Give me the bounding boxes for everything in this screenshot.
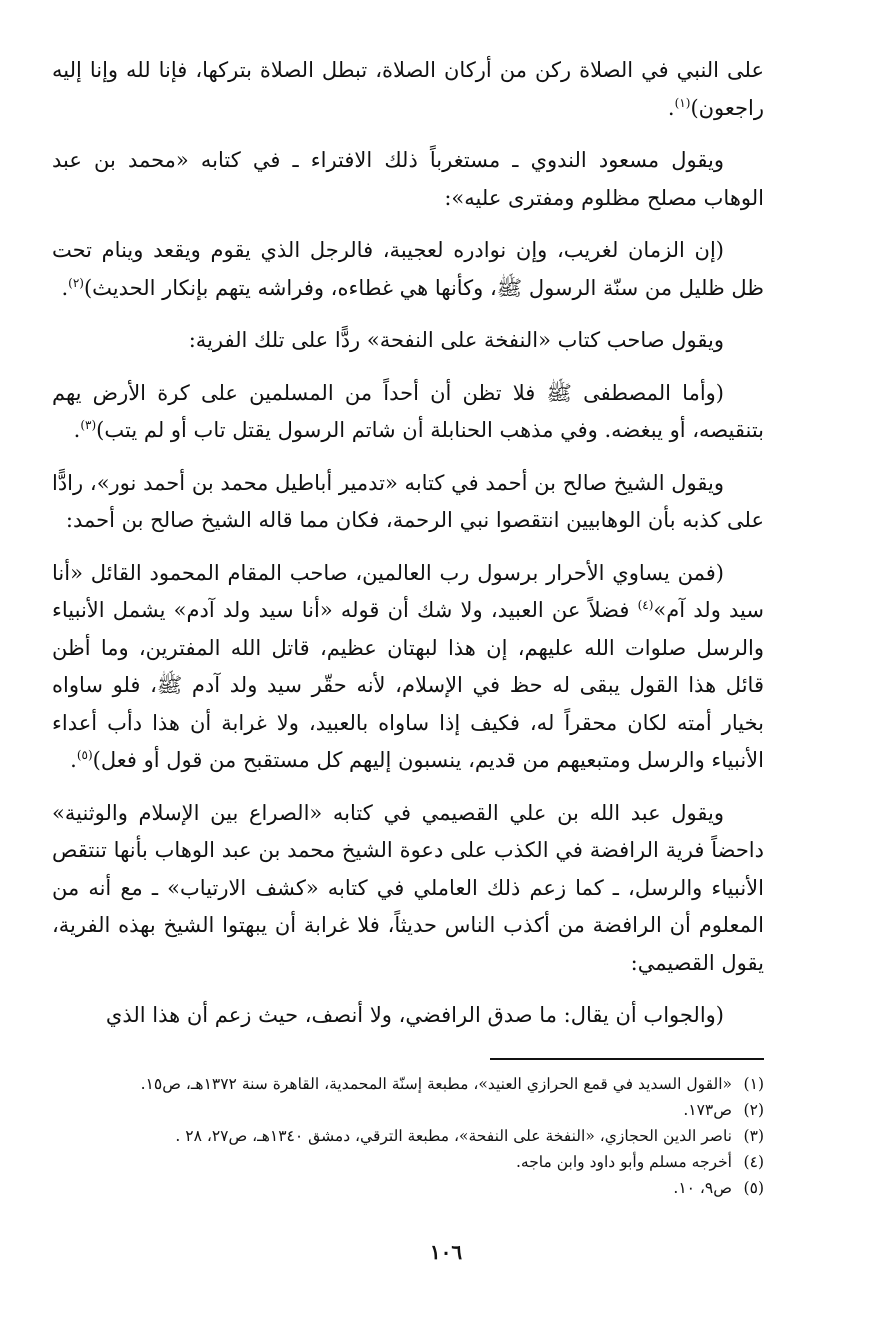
footnote-number: (٤) xyxy=(743,1153,764,1171)
footnote-item xyxy=(60,1175,764,1201)
paragraph-7-tail: . xyxy=(70,748,77,772)
paragraph-9-text: (والجواب أن يقال: ما صدق الرافضي، ولا أنصف، حيث زعم أن هذا الذي xyxy=(105,1003,724,1027)
paragraph-1 xyxy=(52,52,764,127)
paragraph-5 xyxy=(52,375,764,450)
paragraph-7 xyxy=(52,555,764,780)
footnote-divider xyxy=(490,1058,764,1060)
footnotes-list xyxy=(60,1071,764,1201)
paragraph-7-text-a: (فمن يساوي الأحرار برسول رب العالمين، صاحب المقام المحمود القائل «أنا سيد ولد آم» xyxy=(52,560,764,622)
paragraph-4 xyxy=(52,322,764,360)
paragraph-8 xyxy=(52,795,764,983)
page-number: ١٠٦ xyxy=(429,1240,463,1264)
footnote-text: ص١٧٣. xyxy=(683,1101,732,1119)
footnote-item xyxy=(60,1071,764,1097)
footnote-number: (٥) xyxy=(743,1179,764,1197)
footnote-number: (١) xyxy=(743,1075,764,1093)
footnote-item xyxy=(60,1149,764,1175)
paragraph-2-text: ويقول مسعود الندوي ـ مستغرباً ذلك الافتراء ـ في كتابه «محمد بن عبد الوهاب مصلح مظلوم ومفترى عليه»: xyxy=(52,148,764,210)
footnote-text: «القول السديد في قمع الحرازي العنيد»، مطبعة إسنّة المحمدية، القاهرة سنة ١٣٧٢هـ، ص١٥. xyxy=(140,1075,732,1093)
footnote-item xyxy=(60,1097,764,1123)
footnote-text: ناصر الدين الحجازي، «النفخة على النفحة»، مطبعة الترقي، دمشق ١٣٤٠هـ، ص٢٧، ٢٨ . xyxy=(175,1127,732,1145)
paragraph-3 xyxy=(52,232,764,307)
paragraph-7-text-b: فضلاً عن العبيد، ولا شك أن قوله «أنا سيد ولد آدم» يشمل الأنبياء والرسل صلوات الله عليهم، إن هذا لبهتان عظيم، قاتل الله المفترين، وما أظن قائل هذا القول يبقى له حظ في الإسلام، لأنه حقّر سيد ولد آدم ﷺ، فلو ساواه بخيار أمته لكان محقراً له، فكيف إذا ساواه بالعبيد، ولا غرابة أن هذا دأب أعداء الأنبياء والرسل ومتبعيهم من قديم، ينسبون إليهم كل مستقبح من قول أو فعل) xyxy=(52,598,764,772)
paragraph-3-text: (إن الزمان لغريب، وإن نوادره لعجيبة، فالرجل الذي يقوم ويقعد وينام تحت ظل ظليل من سنّة الرسول ﷺ، وكأنها هي غطاءه، وفراشه يتهم بإنكار الحديث) xyxy=(52,238,764,300)
footnote-ref-4[interactable]: (٤) xyxy=(637,598,654,612)
footnote-ref-5[interactable]: (٥) xyxy=(76,748,93,762)
footnote-text: أخرجه مسلم وأبو داود وابن ماجه. xyxy=(515,1153,732,1171)
paragraph-8-text: ويقول عبد الله بن علي القصيمي في كتابه «الصراع بين الإسلام والوثنية» داحضاً فرية الرافضة في الكذب على دعوة الشيخ محمد بن عبد الوهاب بأنها تنتقص الأنبياء والرسل، ـ كما زعم ذلك العاملي في كتابه «كشف الارتياب» ـ مع أنه من المعلوم أن الرافضة من أكذب الناس حديثاً، فلا غرابة أن يبهتوا الشيخ بهذه الفرية، يقول القصيمي: xyxy=(52,800,764,975)
paragraph-5-text: (وأما المصطفى ﷺ فلا تظن أن أحداً من المسلمين على كرة الأرض يهم بتنقيصه، أو يبغضه. وفي مذهب الحنابلة أن شاتم الرسول يقتل تاب أو لم يتب) xyxy=(52,380,764,442)
footnote-text: ص٩، ١٠. xyxy=(673,1179,732,1197)
footnote-ref-2[interactable]: (٢) xyxy=(68,275,84,290)
footnote-item xyxy=(60,1123,764,1149)
paragraph-1-tail: . xyxy=(667,95,675,120)
footnote-ref-1[interactable]: (١) xyxy=(674,95,691,110)
footnote-number: (٢) xyxy=(743,1101,764,1119)
page-body xyxy=(52,52,764,1046)
paragraph-9 xyxy=(52,997,764,1035)
paragraph-4-text: ويقول صاحب كتاب «النفخة على النفحة» ردًّا على تلك الفرية: xyxy=(188,328,724,352)
paragraph-6-text: ويقول الشيخ صالح بن أحمد في كتابه «تدمير أباطيل محمد بن أحمد نور»، رادًّا على كذبه بأن الوهابيين انتقصوا نبي الرحمة، فكان مما قاله الشيخ صالح بن أحمد: xyxy=(52,470,764,532)
paragraph-2 xyxy=(52,142,764,217)
paragraph-1-text: على النبي في الصلاة ركن من أركان الصلاة، تبطل الصلاة بتركها، فإنا لله وإنا إليه راجعون) xyxy=(52,58,764,120)
footnote-ref-3[interactable]: (٣) xyxy=(80,418,97,432)
paragraph-5-tail: . xyxy=(73,418,81,442)
paragraph-3-tail: . xyxy=(61,275,69,300)
footnote-number: (٣) xyxy=(743,1127,764,1145)
paragraph-6 xyxy=(52,465,764,540)
